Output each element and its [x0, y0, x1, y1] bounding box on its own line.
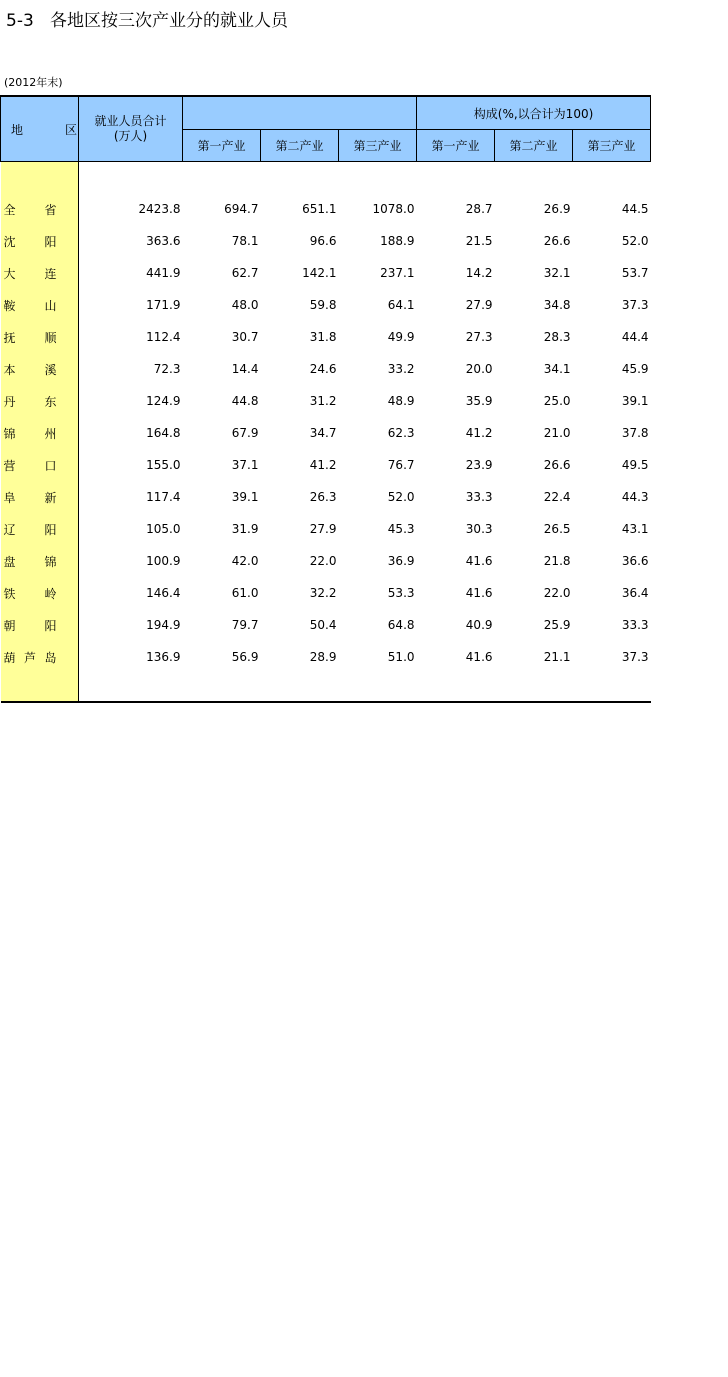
- value-cell-p1: 37.1: [231, 458, 259, 472]
- value-cell-r3: 37.3: [621, 298, 649, 312]
- employment-table: [0, 95, 651, 703]
- value-cell-p3: 36.9: [387, 554, 415, 568]
- value-cell-r2: 32.1: [543, 266, 571, 280]
- value-cell-r3: 44.4: [621, 330, 649, 344]
- table-row: [1, 289, 651, 321]
- value-cell-total: 171.9: [146, 298, 181, 312]
- value-cell-r1: 35.9: [465, 394, 493, 408]
- table-row: [1, 321, 651, 353]
- spacer-row: [1, 162, 651, 194]
- table-row: [1, 193, 651, 225]
- value-cell-p3: 48.9: [387, 394, 415, 408]
- value-cell-total: 105.0: [146, 522, 181, 536]
- primary-share-header: 第一产业: [417, 130, 495, 162]
- value-cell-r3: 44.3: [621, 490, 649, 504]
- value-cell-total: 136.9: [146, 650, 181, 664]
- value-cell-r1: 27.9: [465, 298, 493, 312]
- value-cell-p1: 62.7: [231, 266, 259, 280]
- value-cell-total: 441.9: [146, 266, 181, 280]
- value-cell-p2: 27.9: [309, 522, 337, 536]
- counts-group-header: [183, 96, 417, 130]
- value-cell-total: 164.8: [146, 426, 181, 440]
- value-cell-p2: 651.1: [302, 202, 337, 216]
- region-cell: 本溪: [1, 353, 79, 385]
- value-cell-r2: 34.8: [543, 298, 571, 312]
- region-cell: 铁岭: [1, 577, 79, 609]
- value-cell-p1: 67.9: [231, 426, 259, 440]
- region-cell: 丹东: [1, 385, 79, 417]
- value-cell-p2: 31.2: [309, 394, 337, 408]
- value-cell-p3: 62.3: [387, 426, 415, 440]
- value-cell-p1: 44.8: [231, 394, 259, 408]
- value-cell-r2: 26.9: [543, 202, 571, 216]
- secondary-share-header: 第二产业: [495, 130, 573, 162]
- value-cell-r2: 25.0: [543, 394, 571, 408]
- value-cell-r1: 20.0: [465, 362, 493, 376]
- value-cell-r2: 21.0: [543, 426, 571, 440]
- region-cell: 锦州: [1, 417, 79, 449]
- region-header: 地 区: [1, 96, 79, 162]
- value-cell-r1: 41.6: [465, 650, 493, 664]
- spacer-row: [1, 673, 651, 702]
- value-cell-r2: 28.3: [543, 330, 571, 344]
- value-cell-total: 194.9: [146, 618, 181, 632]
- tertiary-share-header: 第三产业: [573, 130, 651, 162]
- value-cell-p1: 78.1: [231, 234, 259, 248]
- value-cell-p3: 64.1: [387, 298, 415, 312]
- value-cell-p2: 96.6: [309, 234, 337, 248]
- value-cell-r3: 49.5: [621, 458, 649, 472]
- value-cell-r3: 52.0: [621, 234, 649, 248]
- value-cell-p2: 26.3: [309, 490, 337, 504]
- page-title: 5-3 各地区按三次产业分的就业人员: [6, 11, 288, 31]
- value-cell-r3: 36.6: [621, 554, 649, 568]
- value-cell-r1: 14.2: [465, 266, 493, 280]
- table-row: [1, 545, 651, 577]
- value-cell-r3: 44.5: [621, 202, 649, 216]
- region-cell: 营口: [1, 449, 79, 481]
- value-cell-r2: 34.1: [543, 362, 571, 376]
- region-cell: 大连: [1, 257, 79, 289]
- primary-header: 第一产业: [183, 130, 261, 162]
- value-cell-p2: 34.7: [309, 426, 337, 440]
- value-cell-p2: 22.0: [309, 554, 337, 568]
- value-cell-p3: 53.3: [387, 586, 415, 600]
- value-cell-r3: 36.4: [621, 586, 649, 600]
- value-cell-r2: 26.6: [543, 458, 571, 472]
- table-row: [1, 353, 651, 385]
- value-cell-p2: 31.8: [309, 330, 337, 344]
- value-cell-r1: 30.3: [465, 522, 493, 536]
- table-row: [1, 641, 651, 673]
- value-cell-r3: 43.1: [621, 522, 649, 536]
- value-cell-r1: 27.3: [465, 330, 493, 344]
- value-cell-p3: 1078.0: [372, 202, 415, 216]
- value-cell-r2: 22.0: [543, 586, 571, 600]
- region-cell: 盘锦: [1, 545, 79, 577]
- value-cell-p3: 76.7: [387, 458, 415, 472]
- value-cell-r1: 41.2: [465, 426, 493, 440]
- value-cell-p1: 42.0: [231, 554, 259, 568]
- value-cell-p2: 24.6: [309, 362, 337, 376]
- value-cell-total: 146.4: [146, 586, 181, 600]
- region-cell: 抚顺: [1, 321, 79, 353]
- value-cell-total: 2423.8: [138, 202, 181, 216]
- value-cell-r1: 23.9: [465, 458, 493, 472]
- value-cell-p3: 33.2: [387, 362, 415, 376]
- value-cell-r1: 41.6: [465, 586, 493, 600]
- table-row: [1, 225, 651, 257]
- value-cell-p3: 64.8: [387, 618, 415, 632]
- value-cell-p2: 142.1: [302, 266, 337, 280]
- composition-header: 构成(%,以合计为100): [417, 96, 651, 130]
- value-cell-total: 363.6: [146, 234, 181, 248]
- region-cell: 阜新: [1, 481, 79, 513]
- value-cell-r1: 21.5: [465, 234, 493, 248]
- value-cell-p2: 41.2: [309, 458, 337, 472]
- table-row: [1, 449, 651, 481]
- value-cell-r3: 33.3: [621, 618, 649, 632]
- total-header: 就业人员合计 (万人): [79, 96, 183, 162]
- value-cell-r2: 26.6: [543, 234, 571, 248]
- value-cell-p1: 14.4: [231, 362, 259, 376]
- table-row: [1, 417, 651, 449]
- region-cell: 葫芦岛: [1, 641, 79, 673]
- table-row: [1, 609, 651, 641]
- value-cell-r2: 25.9: [543, 618, 571, 632]
- value-cell-total: 124.9: [146, 394, 181, 408]
- region-cell: 鞍山: [1, 289, 79, 321]
- value-cell-p2: 28.9: [309, 650, 337, 664]
- tertiary-header: 第三产业: [339, 130, 417, 162]
- value-cell-p1: 694.7: [224, 202, 259, 216]
- value-cell-p2: 50.4: [309, 618, 337, 632]
- value-cell-p1: 61.0: [231, 586, 259, 600]
- table-row: [1, 385, 651, 417]
- value-cell-total: 117.4: [146, 490, 181, 504]
- region-cell: 全省: [1, 193, 79, 225]
- value-cell-p1: 30.7: [231, 330, 259, 344]
- value-cell-p1: 79.7: [231, 618, 259, 632]
- table-row: [1, 577, 651, 609]
- value-cell-r2: 22.4: [543, 490, 571, 504]
- table-row: [1, 513, 651, 545]
- value-cell-p3: 188.9: [380, 234, 415, 248]
- value-cell-r3: 45.9: [621, 362, 649, 376]
- value-cell-r1: 40.9: [465, 618, 493, 632]
- value-cell-total: 112.4: [146, 330, 181, 344]
- value-cell-p2: 59.8: [309, 298, 337, 312]
- value-cell-p1: 31.9: [231, 522, 259, 536]
- value-cell-p3: 52.0: [387, 490, 415, 504]
- value-cell-p3: 49.9: [387, 330, 415, 344]
- table-body: [1, 162, 651, 703]
- table-row: [1, 481, 651, 513]
- value-cell-total: 100.9: [146, 554, 181, 568]
- value-cell-r3: 53.7: [621, 266, 649, 280]
- region-cell: 朝阳: [1, 609, 79, 641]
- year-note: (2012年末): [4, 76, 63, 89]
- value-cell-r2: 21.8: [543, 554, 571, 568]
- value-cell-p3: 237.1: [380, 266, 415, 280]
- value-cell-r1: 28.7: [465, 202, 493, 216]
- value-cell-p3: 45.3: [387, 522, 415, 536]
- value-cell-p1: 56.9: [231, 650, 259, 664]
- value-cell-r2: 26.5: [543, 522, 571, 536]
- secondary-header: 第二产业: [261, 130, 339, 162]
- value-cell-p2: 32.2: [309, 586, 337, 600]
- value-cell-p1: 39.1: [231, 490, 259, 504]
- value-cell-r3: 39.1: [621, 394, 649, 408]
- value-cell-p3: 51.0: [387, 650, 415, 664]
- region-cell: 沈阳: [1, 225, 79, 257]
- region-cell: 辽阳: [1, 513, 79, 545]
- value-cell-total: 155.0: [146, 458, 181, 472]
- value-cell-r3: 37.3: [621, 650, 649, 664]
- value-cell-r1: 33.3: [465, 490, 493, 504]
- value-cell-p1: 48.0: [231, 298, 259, 312]
- value-cell-r3: 37.8: [621, 426, 649, 440]
- table-row: [1, 257, 651, 289]
- value-cell-total: 72.3: [153, 362, 181, 376]
- value-cell-r1: 41.6: [465, 554, 493, 568]
- value-cell-r2: 21.1: [543, 650, 571, 664]
